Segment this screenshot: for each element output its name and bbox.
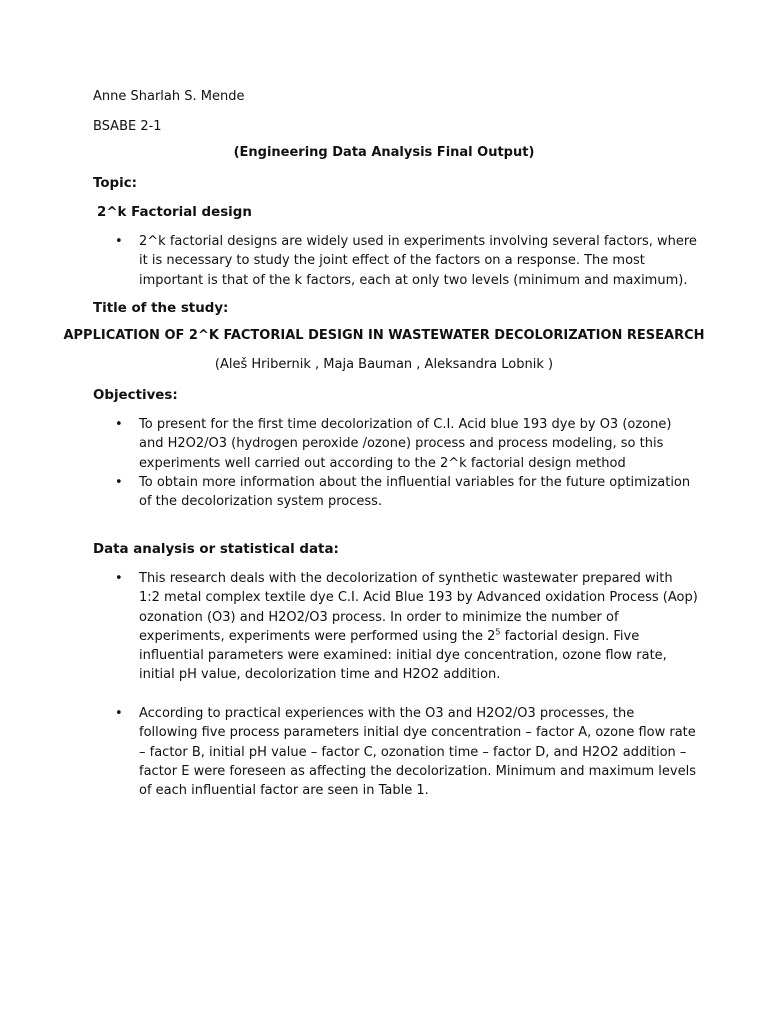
bullet-icon: • [115, 706, 123, 721]
bullet-text-line: This research deals with the decolorization of synthetic wastewater prepared with [139, 571, 673, 586]
topic-bullet-list [93, 232, 697, 290]
bullet-icon: • [115, 571, 123, 586]
bullet-text-line [139, 627, 693, 646]
bullet-text-line: and H2O2/O3 (hydrogen peroxide /ozone) process and process modeling, so this [139, 436, 664, 452]
bullet-text-line: influential parameters were examined: initial dye concentration, ozone flow rate, [139, 648, 667, 664]
bullet-text-line: To present for the first time decolorization of C.I. Acid blue 193 dye by O3 (ozone) [139, 417, 672, 432]
superscript: 5 [495, 627, 501, 637]
data-analysis-bullet-2 [93, 704, 696, 800]
study-heading: Title of the study: [93, 301, 229, 316]
bullet-text-line: To obtain more information about the influential variables for the future optimization [139, 474, 691, 490]
topic-heading: Topic: [93, 176, 138, 191]
bullet-text-line: of the decolorization system process. [139, 494, 383, 510]
list-item [93, 232, 697, 290]
bullet-text-line: of each influential factor are seen in Table 1. [139, 783, 429, 799]
list-item [93, 415, 693, 473]
list-item [93, 473, 693, 512]
topic-subheading: 2^k Factorial design [97, 205, 252, 220]
bullet-text-line: 1:2 metal complex textile dye C.I. Acid Blue 193 by Advanced oxidation Process (Aop) [139, 590, 698, 606]
output-title: (Engineering Data Analysis Final Output) [233, 145, 535, 160]
bullet-text-line: following five process parameters initial dye concentration – factor A, ozone flow rate [139, 725, 696, 741]
bullet-icon: • [115, 234, 123, 249]
bullet-icon: • [115, 417, 123, 432]
section-code: BSABE 2-1 [93, 119, 162, 134]
study-title: APPLICATION OF 2^K FACTORIAL DESIGN IN WASTEWATER DECOLORIZATION RESEARCH [63, 328, 705, 343]
bullet-text-line: factor E were foreseen as affecting the decolorization. Minimum and maximum levels [139, 763, 696, 779]
data-analysis-heading: Data analysis or statistical data: [93, 542, 339, 557]
text-segment: factorial design. Five [500, 628, 640, 644]
bullet-text-line: ozonation (O3) and H2O2/O3 process. In order to minimize the number of [139, 609, 619, 625]
bullet-icon: • [115, 474, 123, 490]
bullet-text-line: – factor B, initial pH value – factor C, ozonation time – factor D, and H2O2 addition – [139, 744, 687, 760]
bullet-text-line: experiments well carried out according to the 2^k factorial design method [139, 455, 626, 471]
list-item [93, 569, 698, 685]
author-name: Anne Sharlah S. Mende [93, 89, 245, 104]
data-analysis-bullet-1 [93, 569, 698, 685]
objectives-bullet-list [93, 415, 693, 511]
bullet-text-line: initial pH value, decolorization time and H2O2 addition. [139, 667, 501, 683]
text-segment: experiments, experiments were performed using the 2 [139, 628, 496, 644]
list-item [93, 704, 696, 800]
bullet-text-line: 2^k factorial designs are widely used in experiments involving several factors, where [139, 234, 697, 249]
bullet-text-line: it is necessary to study the joint effect of the factors on a response. The most [139, 253, 645, 269]
study-authors: (Aleš Hribernik , Maja Bauman , Aleksandra Lobnik ) [214, 357, 554, 372]
objectives-heading: Objectives: [93, 388, 178, 403]
bullet-text-line: important is that of the k factors, each at only two levels (minimum and maximum). [139, 272, 688, 288]
bullet-text-line: According to practical experiences with the O3 and H2O2/O3 processes, the [139, 706, 635, 721]
